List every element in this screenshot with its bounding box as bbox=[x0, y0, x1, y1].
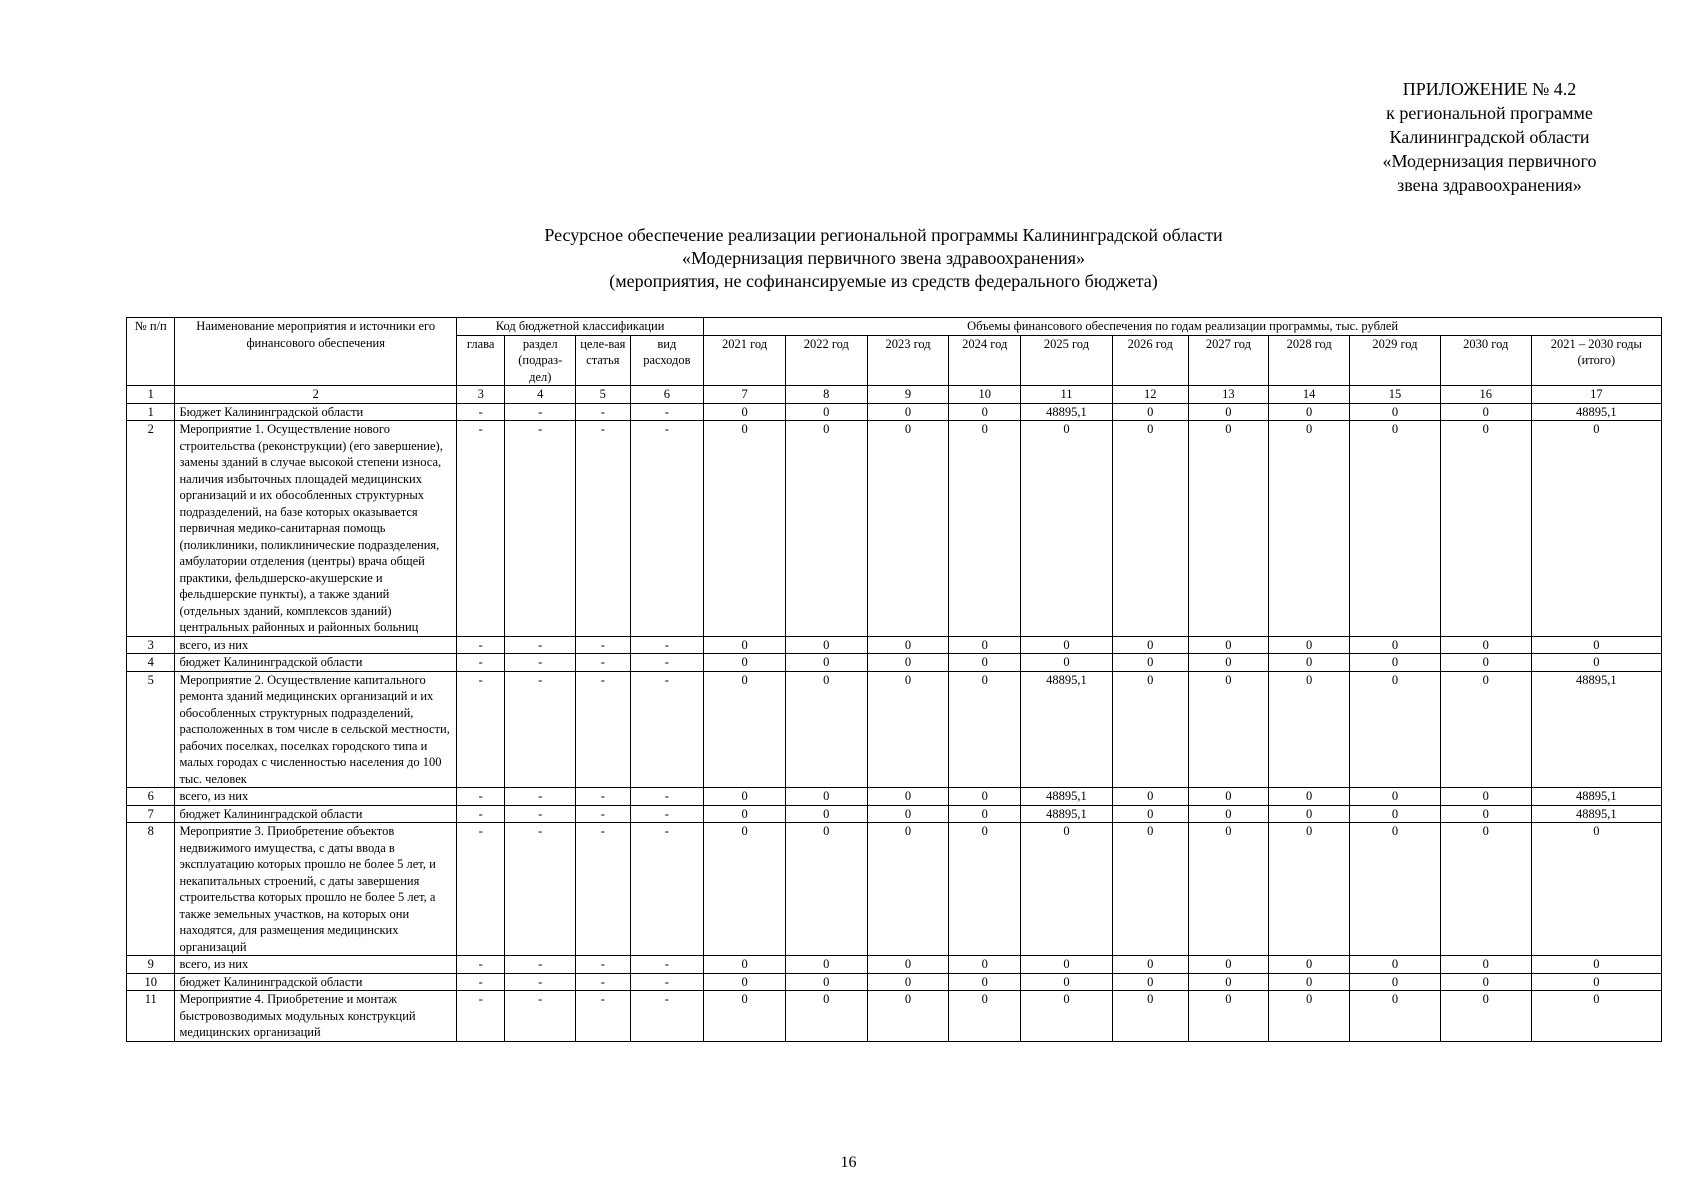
value-cell: 0 bbox=[1440, 805, 1531, 823]
total-cell: 0 bbox=[1531, 823, 1661, 956]
kbk-cell: - bbox=[456, 671, 504, 788]
value-cell: 0 bbox=[1188, 823, 1269, 956]
value-cell: 0 bbox=[1188, 671, 1269, 788]
value-cell: 0 bbox=[949, 654, 1021, 672]
value-cell: 0 bbox=[1440, 421, 1531, 637]
column-number: 6 bbox=[630, 386, 704, 404]
column-number: 9 bbox=[867, 386, 949, 404]
row-number: 2 bbox=[127, 421, 175, 637]
column-number: 14 bbox=[1269, 386, 1350, 404]
header-year: 2030 год bbox=[1440, 335, 1531, 386]
header-year: 2023 год bbox=[867, 335, 949, 386]
column-number: 7 bbox=[704, 386, 786, 404]
table-row bbox=[127, 788, 1662, 806]
column-number: 3 bbox=[456, 386, 504, 404]
value-cell: 0 bbox=[1350, 421, 1441, 637]
column-number: 12 bbox=[1112, 386, 1188, 404]
kbk-cell: - bbox=[505, 636, 576, 654]
budget-table bbox=[126, 317, 1662, 1042]
row-number: 6 bbox=[127, 788, 175, 806]
row-name: Мероприятие 2. Осуществление капитального ремонта зданий медицинских организаций и их обособленных структурных подразделений, расположенных в том числе в сельской местности, рабочих поселках, поселках городского типа и малых городах с численностью населения до 100 тыс. человек bbox=[175, 671, 457, 788]
table-row bbox=[127, 654, 1662, 672]
kbk-cell: - bbox=[630, 788, 704, 806]
kbk-cell: - bbox=[576, 991, 630, 1042]
row-name: всего, из них bbox=[175, 788, 457, 806]
table-row bbox=[127, 636, 1662, 654]
value-cell: 0 bbox=[1440, 403, 1531, 421]
value-cell: 0 bbox=[1112, 788, 1188, 806]
value-cell: 0 bbox=[785, 956, 867, 974]
header-year: 2026 год bbox=[1112, 335, 1188, 386]
value-cell: 0 bbox=[1112, 956, 1188, 974]
value-cell: 0 bbox=[1112, 654, 1188, 672]
title-line: «Модернизация первичного звена здравоохранения» bbox=[681, 248, 1086, 268]
value-cell: 0 bbox=[1350, 403, 1441, 421]
value-cell: 0 bbox=[867, 973, 949, 991]
kbk-cell: - bbox=[505, 788, 576, 806]
kbk-cell: - bbox=[505, 991, 576, 1042]
value-cell: 0 bbox=[867, 823, 949, 956]
value-cell: 0 bbox=[1269, 671, 1350, 788]
appendix-line: к региональной программе bbox=[1386, 103, 1593, 123]
kbk-cell: - bbox=[630, 671, 704, 788]
kbk-cell: - bbox=[505, 403, 576, 421]
value-cell: 0 bbox=[785, 973, 867, 991]
table-body bbox=[127, 386, 1662, 1042]
value-cell: 0 bbox=[1021, 973, 1113, 991]
title-line: (мероприятия, не софинансируемые из средств федерального бюджета) bbox=[609, 271, 1158, 291]
value-cell: 0 bbox=[1188, 654, 1269, 672]
value-cell: 0 bbox=[1112, 805, 1188, 823]
value-cell: 0 bbox=[785, 823, 867, 956]
value-cell: 0 bbox=[704, 654, 786, 672]
kbk-cell: - bbox=[456, 636, 504, 654]
value-cell: 0 bbox=[1350, 973, 1441, 991]
value-cell: 0 bbox=[867, 956, 949, 974]
header-name: Наименование мероприятия и источники его финансового обеспечения bbox=[175, 318, 457, 386]
value-cell: 0 bbox=[1440, 654, 1531, 672]
total-cell: 0 bbox=[1531, 421, 1661, 637]
value-cell: 0 bbox=[1269, 636, 1350, 654]
total-cell: 0 bbox=[1531, 973, 1661, 991]
table-header bbox=[127, 318, 1662, 386]
value-cell: 0 bbox=[867, 403, 949, 421]
header-volumes: Объемы финансового обеспечения по годам реализации программы, тыс. рублей bbox=[704, 318, 1662, 336]
value-cell: 0 bbox=[1188, 421, 1269, 637]
kbk-cell: - bbox=[576, 973, 630, 991]
value-cell: 0 bbox=[1112, 636, 1188, 654]
value-cell: 0 bbox=[1021, 654, 1113, 672]
value-cell: 0 bbox=[785, 671, 867, 788]
value-cell: 0 bbox=[867, 991, 949, 1042]
column-number: 16 bbox=[1440, 386, 1531, 404]
value-cell: 48895,1 bbox=[1021, 788, 1113, 806]
table-row bbox=[127, 823, 1662, 956]
value-cell: 0 bbox=[1112, 671, 1188, 788]
value-cell: 0 bbox=[1350, 805, 1441, 823]
kbk-cell: - bbox=[576, 654, 630, 672]
value-cell: 0 bbox=[1021, 956, 1113, 974]
header-kbk: Код бюджетной классификации bbox=[456, 318, 703, 336]
header-year: 2029 год bbox=[1350, 335, 1441, 386]
value-cell: 0 bbox=[1269, 823, 1350, 956]
appendix-block bbox=[1337, 77, 1642, 197]
kbk-cell: - bbox=[505, 421, 576, 637]
value-cell: 0 bbox=[785, 654, 867, 672]
column-number: 15 bbox=[1350, 386, 1441, 404]
table-row bbox=[127, 403, 1662, 421]
value-cell: 0 bbox=[1350, 956, 1441, 974]
kbk-cell: - bbox=[630, 403, 704, 421]
kbk-cell: - bbox=[576, 956, 630, 974]
row-number: 4 bbox=[127, 654, 175, 672]
value-cell: 0 bbox=[785, 991, 867, 1042]
header-number: № п/п bbox=[127, 318, 175, 386]
kbk-cell: - bbox=[456, 403, 504, 421]
value-cell: 0 bbox=[1350, 654, 1441, 672]
value-cell: 0 bbox=[1269, 805, 1350, 823]
value-cell: 0 bbox=[1021, 421, 1113, 637]
value-cell: 0 bbox=[1440, 788, 1531, 806]
column-number: 17 bbox=[1531, 386, 1661, 404]
row-number: 5 bbox=[127, 671, 175, 788]
appendix-line: «Модернизация первичного bbox=[1382, 151, 1597, 171]
value-cell: 0 bbox=[785, 421, 867, 637]
value-cell: 0 bbox=[1350, 636, 1441, 654]
header-year: 2021 год bbox=[704, 335, 786, 386]
value-cell: 0 bbox=[1440, 991, 1531, 1042]
total-cell: 0 bbox=[1531, 654, 1661, 672]
row-number: 8 bbox=[127, 823, 175, 956]
kbk-cell: - bbox=[456, 823, 504, 956]
value-cell: 0 bbox=[1440, 823, 1531, 956]
column-number: 10 bbox=[949, 386, 1021, 404]
value-cell: 48895,1 bbox=[1021, 403, 1113, 421]
value-cell: 0 bbox=[1440, 956, 1531, 974]
row-number: 1 bbox=[127, 403, 175, 421]
value-cell: 0 bbox=[704, 805, 786, 823]
column-numbers-row bbox=[127, 386, 1662, 404]
value-cell: 0 bbox=[785, 788, 867, 806]
total-cell: 48895,1 bbox=[1531, 671, 1661, 788]
value-cell: 0 bbox=[704, 956, 786, 974]
kbk-cell: - bbox=[576, 671, 630, 788]
value-cell: 0 bbox=[1350, 671, 1441, 788]
row-name: всего, из них bbox=[175, 956, 457, 974]
value-cell: 48895,1 bbox=[1021, 805, 1113, 823]
value-cell: 0 bbox=[1188, 788, 1269, 806]
value-cell: 0 bbox=[785, 403, 867, 421]
kbk-cell: - bbox=[576, 421, 630, 637]
value-cell: 0 bbox=[1112, 421, 1188, 637]
row-name: Мероприятие 3. Приобретение объектов недвижимого имущества, с даты ввода в эксплуатацию которых прошло не более 5 лет, и некапитальных строений, с даты завершения строительства которых прошло не более 5 лет, а также земельных участков, на которых они находятся, для размещения медицинских организаций bbox=[175, 823, 457, 956]
value-cell: 0 bbox=[704, 991, 786, 1042]
row-number: 9 bbox=[127, 956, 175, 974]
value-cell: 0 bbox=[1112, 823, 1188, 956]
kbk-cell: - bbox=[630, 973, 704, 991]
value-cell: 0 bbox=[1440, 636, 1531, 654]
value-cell: 0 bbox=[1021, 823, 1113, 956]
kbk-cell: - bbox=[630, 421, 704, 637]
header-year: 2025 год bbox=[1021, 335, 1113, 386]
value-cell: 0 bbox=[704, 403, 786, 421]
title-line: Ресурсное обеспечение реализации региональной программы Калининградской области bbox=[544, 225, 1223, 245]
value-cell: 0 bbox=[704, 636, 786, 654]
kbk-cell: - bbox=[576, 805, 630, 823]
value-cell: 0 bbox=[1269, 956, 1350, 974]
header-year: 2027 год bbox=[1188, 335, 1269, 386]
value-cell: 0 bbox=[949, 403, 1021, 421]
value-cell: 0 bbox=[867, 421, 949, 637]
value-cell: 0 bbox=[949, 823, 1021, 956]
table-row bbox=[127, 956, 1662, 974]
row-number: 10 bbox=[127, 973, 175, 991]
column-number: 11 bbox=[1021, 386, 1113, 404]
value-cell: 0 bbox=[949, 991, 1021, 1042]
value-cell: 0 bbox=[1350, 991, 1441, 1042]
row-name: бюджет Калининградской области bbox=[175, 973, 457, 991]
kbk-cell: - bbox=[505, 805, 576, 823]
header-glava: глава bbox=[456, 335, 504, 386]
header-year: 2024 год bbox=[949, 335, 1021, 386]
value-cell: 0 bbox=[1350, 823, 1441, 956]
kbk-cell: - bbox=[456, 805, 504, 823]
value-cell: 0 bbox=[785, 636, 867, 654]
value-cell: 0 bbox=[704, 973, 786, 991]
kbk-cell: - bbox=[456, 654, 504, 672]
value-cell: 0 bbox=[1269, 788, 1350, 806]
appendix-line: звена здравоохранения» bbox=[1397, 175, 1582, 195]
value-cell: 0 bbox=[1112, 403, 1188, 421]
kbk-cell: - bbox=[505, 654, 576, 672]
row-name: всего, из них bbox=[175, 636, 457, 654]
value-cell: 0 bbox=[1440, 973, 1531, 991]
row-name: бюджет Калининградской области bbox=[175, 654, 457, 672]
value-cell: 0 bbox=[1021, 991, 1113, 1042]
column-number: 5 bbox=[576, 386, 630, 404]
value-cell: 0 bbox=[1112, 991, 1188, 1042]
value-cell: 0 bbox=[949, 671, 1021, 788]
value-cell: 48895,1 bbox=[1021, 671, 1113, 788]
value-cell: 0 bbox=[949, 956, 1021, 974]
header-total: 2021 – 2030 годы (итого) bbox=[1531, 335, 1661, 386]
value-cell: 0 bbox=[867, 654, 949, 672]
document-title bbox=[300, 224, 1467, 293]
row-number: 3 bbox=[127, 636, 175, 654]
value-cell: 0 bbox=[704, 671, 786, 788]
kbk-cell: - bbox=[576, 403, 630, 421]
total-cell: 48895,1 bbox=[1531, 805, 1661, 823]
kbk-cell: - bbox=[576, 823, 630, 956]
kbk-cell: - bbox=[576, 636, 630, 654]
value-cell: 0 bbox=[1188, 973, 1269, 991]
value-cell: 0 bbox=[1440, 671, 1531, 788]
column-number: 13 bbox=[1188, 386, 1269, 404]
kbk-cell: - bbox=[576, 788, 630, 806]
header-razdel: раздел (подраз-дел) bbox=[505, 335, 576, 386]
kbk-cell: - bbox=[630, 991, 704, 1042]
header-year: 2022 год bbox=[785, 335, 867, 386]
header-statya: целе-вая статья bbox=[576, 335, 630, 386]
kbk-cell: - bbox=[630, 654, 704, 672]
value-cell: 0 bbox=[1188, 805, 1269, 823]
kbk-cell: - bbox=[456, 421, 504, 637]
value-cell: 0 bbox=[1269, 973, 1350, 991]
value-cell: 0 bbox=[1188, 991, 1269, 1042]
kbk-cell: - bbox=[505, 973, 576, 991]
value-cell: 0 bbox=[1269, 991, 1350, 1042]
column-number: 8 bbox=[785, 386, 867, 404]
kbk-cell: - bbox=[630, 636, 704, 654]
total-cell: 0 bbox=[1531, 956, 1661, 974]
kbk-cell: - bbox=[505, 671, 576, 788]
value-cell: 0 bbox=[704, 421, 786, 637]
value-cell: 0 bbox=[1112, 973, 1188, 991]
row-number: 7 bbox=[127, 805, 175, 823]
table-row bbox=[127, 671, 1662, 788]
value-cell: 0 bbox=[1188, 636, 1269, 654]
column-number: 1 bbox=[127, 386, 175, 404]
row-name: Бюджет Калининградской области bbox=[175, 403, 457, 421]
row-name: Мероприятие 4. Приобретение и монтаж быстровозводимых модульных конструкций медицинских организаций bbox=[175, 991, 457, 1042]
table-row bbox=[127, 421, 1662, 637]
column-number: 4 bbox=[505, 386, 576, 404]
total-cell: 0 bbox=[1531, 991, 1661, 1042]
value-cell: 0 bbox=[704, 788, 786, 806]
row-number: 11 bbox=[127, 991, 175, 1042]
value-cell: 0 bbox=[1269, 403, 1350, 421]
table-row bbox=[127, 805, 1662, 823]
total-cell: 48895,1 bbox=[1531, 788, 1661, 806]
kbk-cell: - bbox=[456, 973, 504, 991]
page-number: 16 bbox=[840, 1154, 857, 1171]
value-cell: 0 bbox=[867, 636, 949, 654]
appendix-line: ПРИЛОЖЕНИЕ № 4.2 bbox=[1402, 79, 1577, 99]
value-cell: 0 bbox=[1269, 421, 1350, 637]
kbk-cell: - bbox=[630, 805, 704, 823]
kbk-cell: - bbox=[456, 956, 504, 974]
value-cell: 0 bbox=[785, 805, 867, 823]
header-vid: вид расходов bbox=[630, 335, 704, 386]
row-name: Мероприятие 1. Осуществление нового строительства (реконструкции) (его завершение), замены зданий в случае высокой степени износа, наличия избыточных площадей медицинских организаций и их обособленных структурных подразделений, на базе которых оказывается первичная медико-санитарная помощь (поликлиники, поликлинические подразделения, амбулатории отделения (центры) врача общей практики, фельдшерско-акушерские и фельдшерские пункты), а также зданий (отдельных зданий, комплексов зданий) центральных районных и районных больниц bbox=[175, 421, 457, 637]
header-year: 2028 год bbox=[1269, 335, 1350, 386]
value-cell: 0 bbox=[949, 805, 1021, 823]
total-cell: 0 bbox=[1531, 636, 1661, 654]
value-cell: 0 bbox=[949, 788, 1021, 806]
column-number: 2 bbox=[175, 386, 457, 404]
value-cell: 0 bbox=[1188, 956, 1269, 974]
table-row bbox=[127, 973, 1662, 991]
kbk-cell: - bbox=[456, 991, 504, 1042]
value-cell: 0 bbox=[1188, 403, 1269, 421]
value-cell: 0 bbox=[1350, 788, 1441, 806]
kbk-cell: - bbox=[505, 956, 576, 974]
kbk-cell: - bbox=[505, 823, 576, 956]
value-cell: 0 bbox=[704, 823, 786, 956]
value-cell: 0 bbox=[949, 973, 1021, 991]
kbk-cell: - bbox=[630, 823, 704, 956]
value-cell: 0 bbox=[949, 421, 1021, 637]
value-cell: 0 bbox=[867, 805, 949, 823]
value-cell: 0 bbox=[1269, 654, 1350, 672]
appendix-line: Калининградской области bbox=[1389, 127, 1590, 147]
value-cell: 0 bbox=[949, 636, 1021, 654]
table-row bbox=[127, 991, 1662, 1042]
kbk-cell: - bbox=[456, 788, 504, 806]
value-cell: 0 bbox=[867, 671, 949, 788]
value-cell: 0 bbox=[867, 788, 949, 806]
kbk-cell: - bbox=[630, 956, 704, 974]
row-name: бюджет Калининградской области bbox=[175, 805, 457, 823]
total-cell: 48895,1 bbox=[1531, 403, 1661, 421]
value-cell: 0 bbox=[1021, 636, 1113, 654]
